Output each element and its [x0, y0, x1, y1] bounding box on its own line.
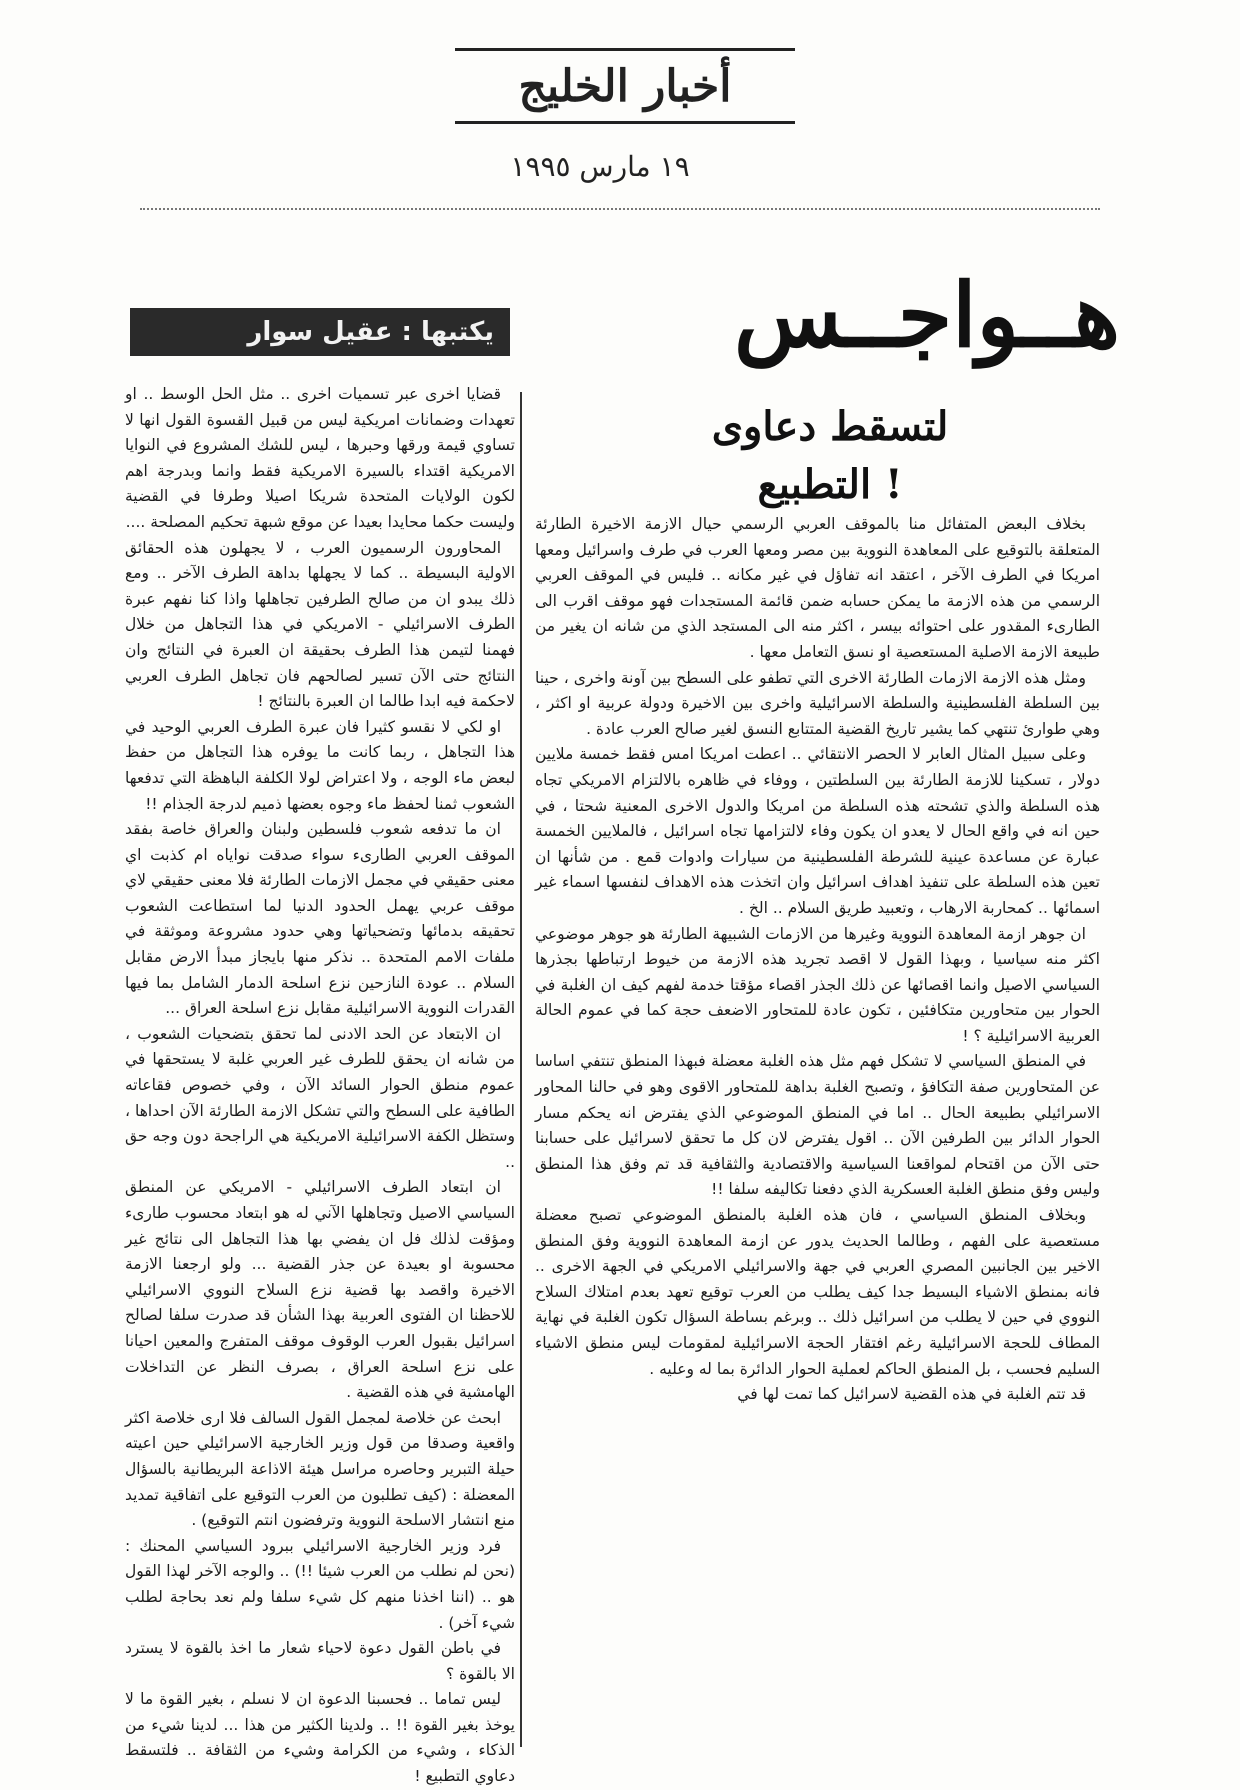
paragraph: وبخلاف المنطق السياسي ، فان هذه الغلبة بالمنطق الموضوعي تصبح معضلة مستعصية على الفهم ، وطالما الحديث يدور عن ازمة المعاهدة النووية وفق المنطق الاخير بين الجانبين المصري العربي في جهة والاسرائيلي الامريكي في الجهة الاخرى .. فانه بمنطق الاشياء البسيط جدا كيف يطلب من العرب توقيع تعهد بعدم امتلاك السلاح النووي في حين لا يطلب من اسرائيل ذلك .. وبرغم بساطة السؤال تكون الغلبة في نهاية المطاف للحجة الاسرائيلية رغم افتقار الحجة الاسرائيلية لمقومات ليس منطق الاشياء السليم فحسب ، بل المنطق الحاكم لعملية الحوار الدائرة بما له وعليه . — [535, 1206, 1100, 1378]
paragraph: ليس تماما .. فحسبنا الدعوة ان لا نسلم ، بغير القوة ما لا يوخذ بغير القوة !! .. ولدينا الكثير من هذا ... لدينا شيء من الذكاء ، وشيء من الكرامة وشيء من الثقافة .. فلتسقط دعاوي التطبيع ! — [125, 1690, 515, 1786]
paragraph: او لكي لا نقسو كثيرا فان عبرة الطرف العربي الوحيد في هذا التجاهل ، ربما كانت ما يوفره هذا التجاهل من حفظ لبعض ماء الوجه ، ولا اعتراض لولا الكلفة الباهظة التي تدفعها الشعوب ثمنا لحفظ ماء وجوه بعضها ذميم لدرجة الجذام !! — [125, 717, 515, 813]
byline: يكتبها : عقيل سوار — [130, 308, 510, 356]
column-divider — [520, 392, 522, 1747]
paragraph: ان ما تدفعه شعوب فلسطين ولبنان والعراق خاصة بفقد الموقف العربي الطارىء سواء صدقت نواياه ام كذبت اي معنى حقيقي في مجمل الازمات الطارئة فلا معنى حقيقي لاي موقف عربي يهمل الحدود الدنيا لما استطاعت الشعوب تحقيقه بدمائها وتضحياتها وهي حدود مشروعة وموثقة في ملفات الامم المتحدة .. نذكر منها بايجاز مبدأ الارض مقابل السلام .. عودة النازحين نزع اسلحة الدمار الشامل بما فيها القدرات النووية الاسرائيلية مقابل نزع اسلحة العراق ... — [125, 820, 515, 1018]
paragraph: قد تتم الغلبة في هذه القضية لاسرائيل كما تمت لها في — [737, 1385, 1086, 1404]
paragraph: بخلاف البعض المتفائل منا بالموقف العربي الرسمي حيال الازمة الاخيرة الطارئة المتعلقة بالتوقيع على المعاهدة النووية بين مصر ومعها العرب في طرف واسرائيل ومعها امريكا في الطرف الآخر ، اعتقد انه تفاؤل في غير مكانه .. فليس في الموقف العربي الرسمي من هذه الازمة ما يمكن حسابه ضمن قائمة المستجدات فهو موقف اقرب الى الطارىء المقدور على احتوائه بيسر ، اكثر منه الى المستجد الذي من شانه ان يغير من طبيعة الازمة الاصلية المستعصية او نسق التعامل معها . — [535, 515, 1100, 661]
paragraph: ابحث عن خلاصة لمجمل القول السالف فلا ارى خلاصة اكثر واقعية وصدقا من قول وزير الخارجية الاسرائيلي حين اعيته حيلة التبرير وحاصره مراسل هيئة الاذاعة البريطانية بالسؤال المعضلة : (كيف تطلبون من العرب التوقيع على اتفاقية تمديد منع انتشار الاسلحة النووية وترفضون انتم التوقيع) . — [125, 1408, 515, 1530]
article-column-right — [535, 512, 1100, 1747]
article-column-left — [125, 382, 515, 1786]
subheadline-line-1: لتسقط دعاوى — [711, 403, 949, 450]
headline: هــواجــس — [733, 263, 1120, 367]
top-divider — [140, 208, 1100, 210]
paragraph: فرد وزير الخارجية الاسرائيلي ببرود السياسي المحنك : (نحن لم نطلب من العرب شيئا !!) .. والوجه الآخر لهذا القول هو .. (اننا اخذنا منهم كل شيء سلفا ولم نعد بحاجة لطلب شيء آخر) . — [125, 1536, 515, 1632]
paragraph: المحاورون الرسميون العرب ، لا يجهلون هذه الحقائق الاولية البسيطة .. كما لا يجهلها بداهة الطرف الآخر .. ومع ذلك يبدو ان من صالح الطرفين تجاهلها واذا كنا نفهم عبرة الطرف الاسرائيلي - الامريكي في هذا التجاهل من خلال فهمنا لتيمن هذا الطرف بحقيقة ان العبرة في النتائج وان النتائج حتى الآن تسير لصالحهم فان تجاهل الطرف العربي لاحكمة فيه ابدا طالما ان العبرة بالنتائج ! — [125, 538, 515, 711]
paragraph: ان الابتعاد عن الحد الادنى لما تحقق بتضحيات الشعوب ، من شانه ان يحقق للطرف غير العربي غلبة لا يستحقها في عموم منطق الحوار السائد الآن ، وفي خصوص فقاعاته الطافية على السطح والتي تشكل الازمة الطارئة الآن احداها ، وستظل الكفة الاسرائيلية الامريكية هي الراجحة دون وجه حق .. — [125, 1024, 515, 1171]
paragraph: ان جوهر ازمة المعاهدة النووية وغيرها من الازمات الشبيهة الطارئة هو جوهر موضوعي اكثر منه سياسيا ، وبهذا القول لا اقصد تجريد هذه الازمة من خيوط ارتباطها بجذرها السياسي الاصيل وانما اقصائها عن ذلك الجذر اقصاء مؤقتا خدمة لفهم كيف ان الغلبة في الحوار بين متحاورين متكافئين ، تكون عادة للمتحاور الاضعف حجة كما في عموم الحالة العربية الاسرائيلية ؟ ! — [535, 924, 1100, 1045]
paragraph: في المنطق السياسي لا تشكل فهم مثل هذه الغلبة معضلة فبهذا المنطق تنتفي اساسا عن المتحاورين صفة التكافؤ ، وتصبح الغلبة بداهة للمتحاور الاقوى وهو في حالنا المحاور الاسرائيلي بطبيعة الحال .. اما في المنطق الموضوعي الذي يفترض انه يحكم مسار الحوار الدائر بين الطرفين الآن .. اقول يفترض لان كل ما تحقق لاسرائيل على حسابنا حتى الآن من اقتحام لمواقعنا السياسية والاقتصادية والثقافية قد تم وفق هذا المنطق وليس وفق منطق الغلبة العسكرية الذي دفعنا تكاليفه سلفا !! — [535, 1052, 1100, 1199]
paragraph: ان ابتعاد الطرف الاسرائيلي - الامريكي عن المنطق السياسي الاصيل وتجاهلها الآني له هو ابتعاد محسوب طارىء ومؤقت لذلك فل ان يفضي بها هذا التجاهل الى نتائج غير محسوبة او بعيدة عن جذر القضية ... ولو ارجعنا الازمة الاخيرة واقصد بها قضية نزع السلاح النووي الاسرائيلي للاحظنا ان الفتوى العربية بهذا الشأن قد صدرت سلفا لصالح اسرائيل بقبول العرب الوقوف موقف المتفرج والمعين احيانا على نزع اسلحة العراق ، بصرف النظر عن التداخلات الهامشية في هذه القضية . — [125, 1178, 515, 1402]
publication-date: ١٩ مارس ١٩٩٥ — [510, 150, 690, 183]
masthead-title: أخبار الخليج — [518, 60, 732, 112]
paragraph: قضايا اخرى عبر تسميات اخرى .. مثل الحل الوسط .. او تعهدات وضمانات امريكية ليس من قبيل القسوة القول انها لا تساوي قيمة ورقها وحبرها ، ليس للشك المشروع في النوايا الامريكية اقتداء بالسيرة الامريكية فقط وانما وبدرجة اهم لكون الولايات المتحدة شريكا اصيلا وطرفا في القضية وليست حكما محايدا بعيدا عن موقع شبهة تحكيم المصلحة .... — [125, 385, 515, 531]
subheadline-line-2: التطبيع ! — [757, 461, 903, 508]
paragraph: وعلى سبيل المثال العابر لا الحصر الانتقائي .. اعطت امريكا امس فقط خمسة ملايين دولار ، تسكينا للازمة الطارئة بين السلطتين ، ووفاء في ظاهره بالالتزام الامريكي تجاه هذه السلطة والذي تشحته هذه السلطة من امريكا والدول الاخرى المعنية شحتا ، في حين انه في واقع الحال لا يعدو ان يكون وفاء لالتزامها تجاه اسرائيل ، فالملايين الخمسة عبارة عن مساعدة عينية للشرطة الفلسطينية من سيارات وادوات قمع . من شأنها ان تعين هذه السلطة على تنفيذ اهداف اسرائيل وان اتخذت هذه الاهداف لنفسها اسماء غير اسمائها .. كمحاربة الارهاب ، وتعبيد طريق السلام .. الخ . — [535, 745, 1100, 917]
paragraph: في باطن القول دعوة لاحياء شعار ما اخذ بالقوة لا يسترد الا بالقوة ؟ — [125, 1639, 515, 1683]
subheadline — [550, 398, 1110, 514]
masthead — [455, 48, 795, 124]
paragraph: ومثل هذه الازمة الازمات الطارئة الاخرى التي تطفو على السطح بين آونة واخرى ، حينا بين السلطة الفلسطينية والسلطة الاسرائيلية واخرى بين الاخيرة ودولة عربية او اكثر ، وهي طوارئ تنتهي كما يشير تاريخ القضية المتتابع النسق لغير صالح العرب عادة . — [535, 668, 1100, 738]
